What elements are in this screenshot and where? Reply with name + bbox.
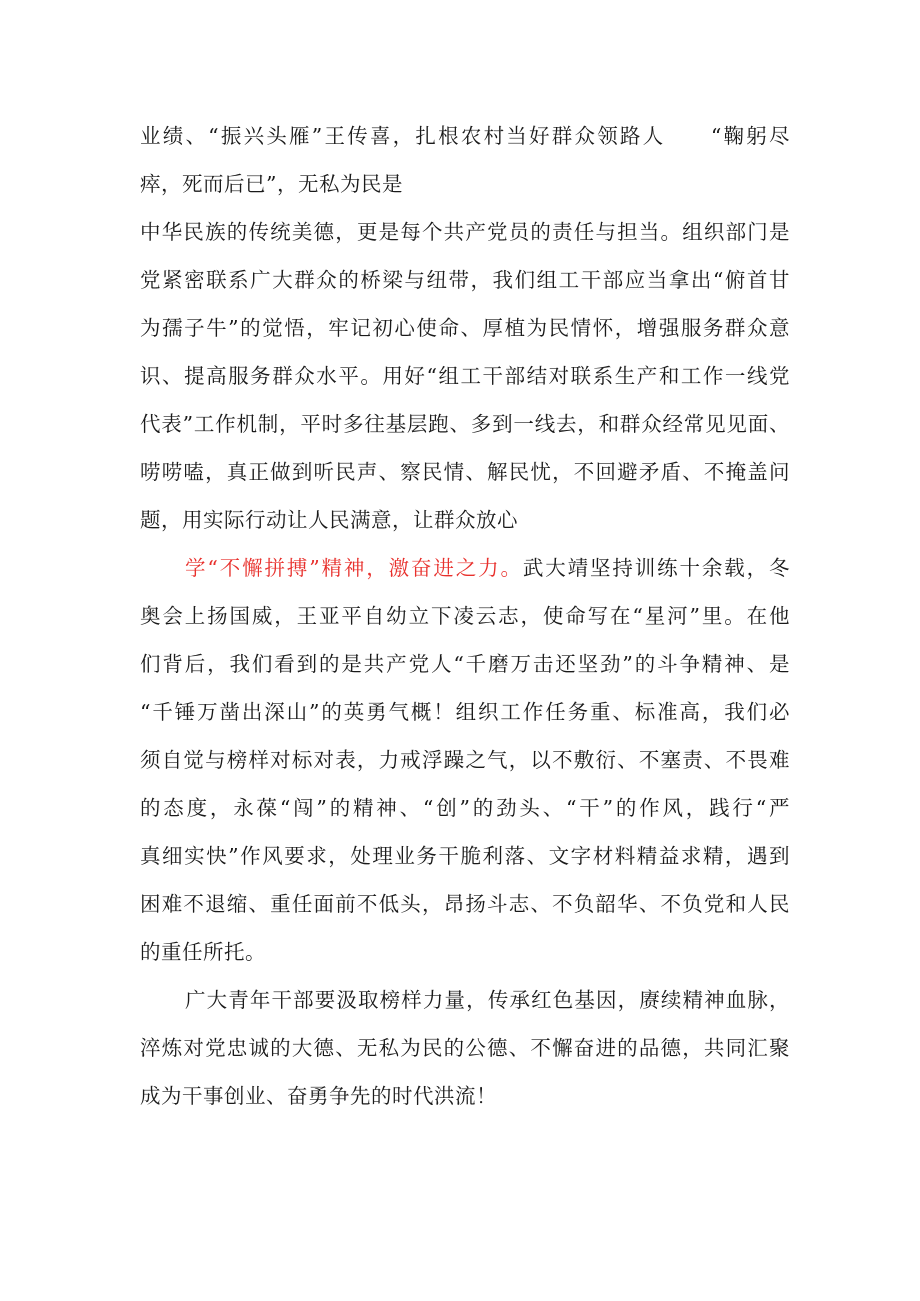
text-fragment: 武大靖坚持训练十余载，冬 — [522, 556, 790, 580]
paragraph-4 — [140, 976, 790, 1120]
text-line: 困难不退缩、重任面前不低头，昂扬斗志、不负韶华、不负党和人民 — [140, 892, 790, 916]
paragraph-2 — [140, 208, 790, 544]
text-line: 成为干事创业、奋勇争先的时代洪流！ — [140, 1084, 497, 1108]
text-line: 代表”工作机制，平时多往基层跑、多到一线去，和群众经常见见面、 — [140, 412, 790, 436]
paragraph-1 — [140, 112, 790, 208]
text-line: 党紧密联系广大群众的桥梁与纽带，我们组工干部应当拿出“俯首甘 — [140, 268, 790, 292]
text-line: 为孺子牛”的觉悟，牢记初心使命、厚植为民情怀，增强服务群众意 — [140, 316, 790, 340]
text-line: 真细实快”作风要求，处理业务干脆利落、文字材料精益求精，遇到 — [140, 844, 790, 868]
document-body — [140, 112, 790, 1120]
text-line: 须自觉与榜样对标对表，力戒浮躁之气，以不敷衍、不塞责、不畏难 — [140, 748, 790, 772]
text-line: 唠唠嗑，真正做到听民声、察民情、解民忧，不回避矛盾、不掩盖问 — [140, 460, 790, 484]
text-line: 奥会上扬国威，王亚平自幼立下凌云志，使命写在“星河”里。在他 — [140, 604, 790, 628]
text-line: 识、提高服务群众水平。用好“组工干部结对联系生产和工作一线党 — [140, 364, 790, 388]
text-line: 题，用实际行动让人民满意，让群众放心 — [140, 508, 518, 532]
text-line — [140, 544, 790, 592]
paragraph-heading: 学“不懈拼搏”精神，激奋进之力。 — [185, 556, 523, 580]
text-line: 淬炼对党忠诚的大德、无私为民的公德、不懈奋进的品德，共同汇聚 — [140, 1036, 790, 1060]
text-line: “千锤万凿出深山”的英勇气概！组织工作任务重、标准高，我们必 — [140, 700, 790, 724]
text-line: 广大青年干部要汲取榜样力量，传承红色基因，赓续精神血脉， — [185, 988, 790, 1012]
text-line: 们背后，我们看到的是共产党人“千磨万击还坚劲”的斗争精神、是 — [140, 652, 790, 676]
text-line: 瘁，死而后已”，无私为民是 — [140, 172, 403, 196]
text-line: 的重任所托。 — [140, 940, 266, 964]
text-line: 的态度，永葆“闯”的精神、“创”的劲头、“干”的作风，践行“严 — [140, 796, 790, 820]
text-line: 中华民族的传统美德，更是每个共产党员的责任与担当。组织部门是 — [140, 220, 790, 244]
paragraph-3 — [140, 544, 790, 976]
text-line: 业绩、“振兴头雁”王传喜，扎根农村当好群众领路人 “鞠躬尽 — [140, 124, 790, 148]
